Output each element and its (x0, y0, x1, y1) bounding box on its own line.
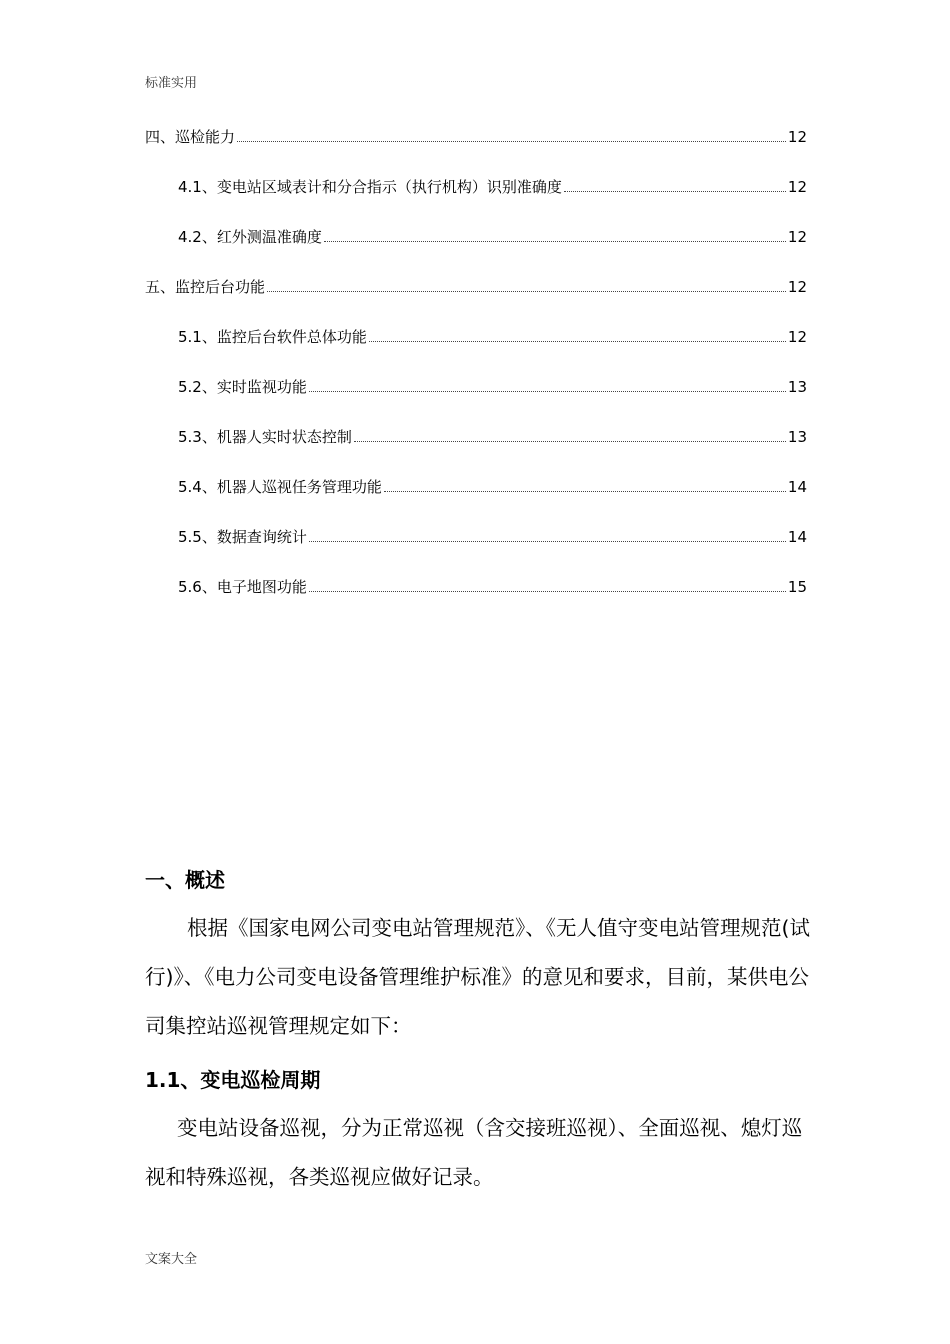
toc-title: 5.3、机器人实时状态控制 (178, 428, 352, 446)
toc-entry[interactable] (145, 424, 807, 474)
toc-title: 五、监控后台功能 (145, 278, 266, 296)
toc-title: 5.4、机器人巡视任务管理功能 (178, 478, 382, 496)
toc-title: 5.5、数据查询统计 (178, 528, 307, 546)
toc-title: 四、巡检能力 (145, 128, 236, 146)
toc-page: 14 (787, 478, 807, 496)
toc-page: 15 (787, 578, 807, 596)
toc-page: 12 (787, 328, 807, 346)
toc-page: 12 (787, 128, 807, 146)
toc-entry[interactable] (145, 174, 807, 224)
subsection-paragraph: 变电站设备巡视，分为正常巡视（含交接班巡视）、全面巡视、熄灯巡视和特殊巡视，各类巡视应做好记录。 (145, 1116, 803, 1189)
table-of-contents (145, 124, 807, 624)
toc-leader (354, 440, 786, 442)
toc-leader (237, 140, 786, 142)
toc-title: 5.1、监控后台软件总体功能 (178, 328, 367, 346)
toc-title: 4.1、变电站区域表计和分合指示（执行机构）识别准确度 (178, 178, 562, 196)
toc-title: 5.2、实时监视功能 (178, 378, 307, 396)
toc-leader (309, 540, 786, 542)
toc-entry[interactable] (145, 224, 807, 274)
toc-title: 5.6、电子地图功能 (178, 578, 307, 596)
page-footer: 文案大全 (145, 1252, 198, 1267)
toc-page: 13 (787, 428, 807, 446)
toc-page: 12 (787, 228, 807, 246)
toc-entry[interactable] (145, 274, 807, 324)
toc-page: 12 (787, 278, 807, 296)
toc-entry[interactable] (145, 374, 807, 424)
toc-leader (324, 240, 786, 242)
toc-leader (267, 290, 786, 292)
toc-page: 14 (787, 528, 807, 546)
toc-leader (384, 490, 786, 492)
toc-entry[interactable] (145, 524, 807, 574)
section-heading: 一、概述 (145, 868, 225, 892)
toc-leader (564, 190, 786, 192)
section-paragraph: 根据《国家电网公司变电站管理规范》、《无人值守变电站管理规范(试行)》、《电力公司变电设备管理维护标准》的意见和要求，目前，某供电公司集控站巡视管理规定如下： (145, 916, 810, 1038)
subsection-heading: 1.1、变电巡检周期 (145, 1068, 321, 1092)
toc-page: 12 (787, 178, 807, 196)
page-header: 标准实用 (145, 76, 198, 91)
toc-entry[interactable] (145, 124, 807, 174)
toc-leader (309, 590, 786, 592)
toc-page: 13 (787, 378, 807, 396)
toc-entry[interactable] (145, 474, 807, 524)
toc-leader (369, 340, 786, 342)
toc-entry[interactable] (145, 574, 807, 624)
toc-entry[interactable] (145, 324, 807, 374)
toc-title: 4.2、红外测温准确度 (178, 228, 322, 246)
toc-leader (309, 390, 786, 392)
